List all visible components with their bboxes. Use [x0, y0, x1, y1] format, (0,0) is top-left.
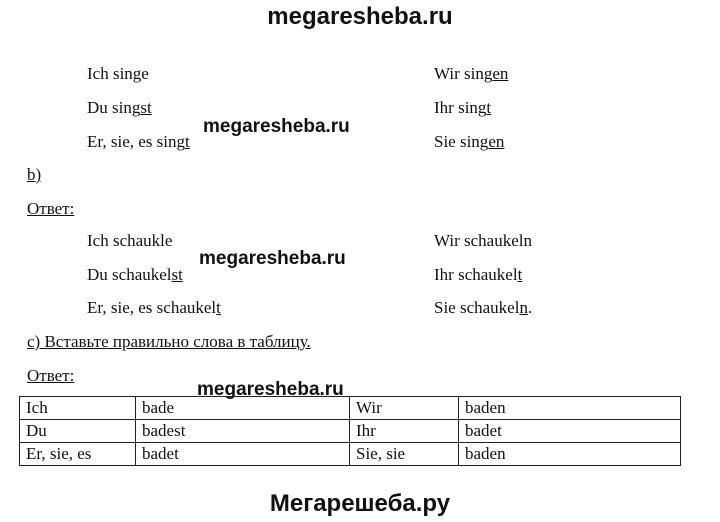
- watermark: megaresheba.ru: [199, 248, 346, 269]
- conjugation-b-wir: Wir schaukeln: [434, 231, 532, 250]
- site-header: megaresheba.ru: [267, 3, 453, 30]
- conjugation-a-sie: Sie singen: [434, 132, 505, 151]
- section-b-label: b): [27, 165, 42, 184]
- conjugation-a-ihr: Ihr singt: [434, 98, 492, 117]
- conjugation-b-sie: Sie schaukeln.: [434, 298, 533, 317]
- conjugation-a-er: Er, sie, es singt: [87, 132, 190, 151]
- conjugation-b-ihr: Ihr schaukelt: [434, 265, 523, 284]
- section-c-answer-label: Ответ:: [27, 366, 75, 385]
- table-cell: badest: [136, 420, 350, 443]
- section-b-answer-label: Ответ:: [27, 199, 75, 218]
- table-cell: Du: [20, 420, 136, 443]
- watermark: megaresheba.ru: [203, 116, 350, 137]
- table-cell: baden: [459, 397, 681, 420]
- table-cell: badet: [459, 420, 681, 443]
- conjugation-a-wir: Wir singen: [434, 64, 509, 83]
- conjugation-a-du: Du singst: [87, 98, 152, 117]
- conjugation-b-du: Du schaukelst: [87, 265, 183, 284]
- table-row: [20, 443, 681, 466]
- site-footer: Мегарешеба.ру: [269, 490, 451, 517]
- conjugation-table: [19, 396, 681, 466]
- section-c-task: с) Вставьте правильно слова в таблицу.: [27, 332, 311, 351]
- table-cell: badet: [136, 443, 350, 466]
- table-cell: Ihr: [350, 420, 459, 443]
- watermark: megaresheba.ru: [197, 379, 344, 400]
- table-row: [20, 420, 681, 443]
- conjugation-b-ich: Ich schaukle: [87, 231, 173, 250]
- table-cell: Ich: [20, 397, 136, 420]
- table-cell: Sie, sie: [350, 443, 459, 466]
- conjugation-b-er: Er, sie, es schaukelt: [87, 298, 221, 317]
- table-cell: Wir: [350, 397, 459, 420]
- table-cell: baden: [459, 443, 681, 466]
- table-row: [20, 397, 681, 420]
- table-cell: bade: [136, 397, 350, 420]
- conjugation-a-ich: Ich singe: [87, 64, 149, 83]
- table-cell: Er, sie, es: [20, 443, 136, 466]
